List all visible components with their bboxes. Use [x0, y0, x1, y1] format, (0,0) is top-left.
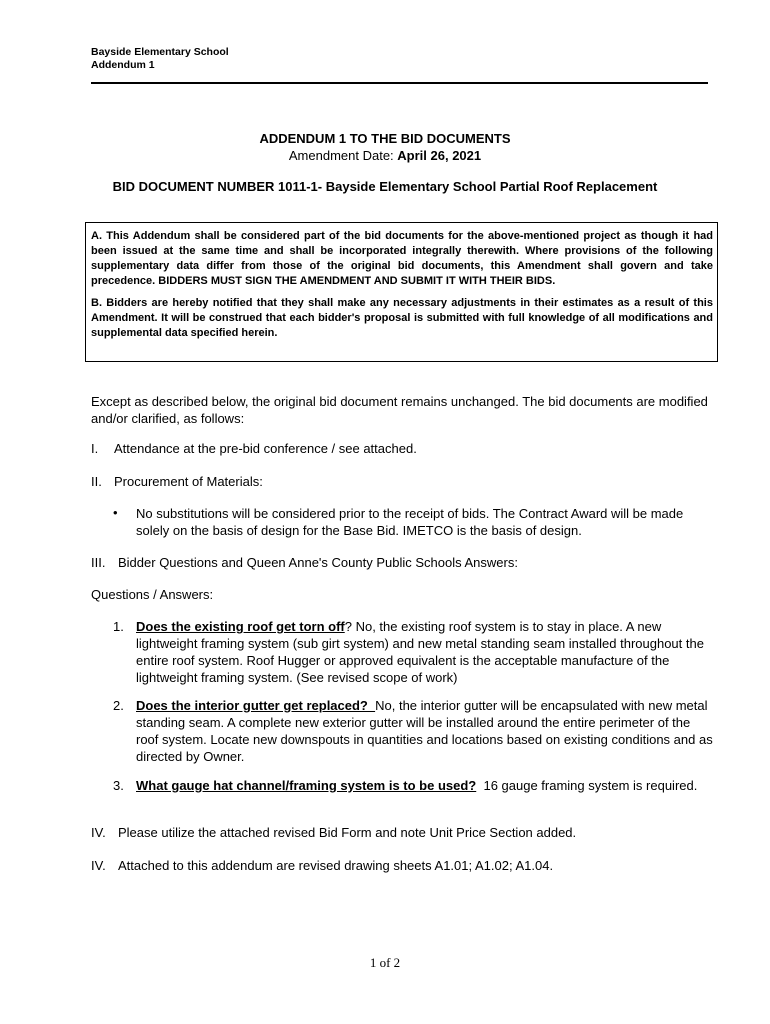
notice-para-b: B. Bidders are hereby notified that they shall make any necessary adjustments in their estimates as a result of this Amendment. It will be construed that each bidder's proposal is submitted with full knowledge of all modifications and supplemental data specified herein. [91, 297, 713, 339]
question-3-text: What gauge hat channel/framing system is to be used? [136, 778, 477, 793]
question-2-answer: No, the interior gutter will be encapsulated with new metal standing seam. A complete new exterior gutter will be installed around the entire perimeter of the roof system. Locate new downspouts in quantities and locations based on existing conditions and as directed by Owner. [136, 698, 713, 764]
item-ii-bullet-text: No substitutions will be considered prior to the receipt of bids. The Contract Award will be made solely on the basis of design for the Base Bid. IMETCO is the basis of design. [136, 506, 684, 538]
notice-box [85, 222, 718, 362]
amendment-label: Amendment Date: [288, 148, 398, 163]
question-3-content [136, 777, 716, 794]
question-2-text: Does the interior gutter get replaced? [136, 698, 376, 713]
question-1-answer: ? No, the existing roof system is to stay in place. A new lightweight framing system (sub girt system) and new metal standing seam installed throughout the entire roof system. Roof Hugger or approved equivalent is the acceptable manufacture of the lightweight framing system. (See revised scope of work) [136, 619, 704, 685]
amendment-date [0, 148, 770, 163]
item-i [91, 440, 711, 458]
item-ii-num: II. [91, 474, 102, 489]
bullet-icon: • [113, 505, 118, 520]
question-1-num: 1. [113, 619, 124, 634]
question-3-answer: 16 gauge framing system is required. [476, 778, 698, 793]
item-iv-b-text: Attached to this addendum are revised drawing sheets A1.01; A1.02; A1.04. [118, 858, 554, 873]
page-number: 1 of 2 [369, 955, 401, 970]
question-1 [113, 618, 713, 688]
item-iv-b [91, 857, 711, 875]
item-iv-b-num: IV. [91, 858, 106, 873]
question-2-content [136, 697, 716, 765]
intro-paragraph: Except as described below, the original bid document remains unchanged. The bid documents are modified and/or clarified, as follows: [91, 394, 708, 426]
item-iii-text: Bidder Questions and Queen Anne's County Public Schools Answers: [118, 555, 518, 570]
bid-document-number: BID DOCUMENT NUMBER 1011-1- Bayside Elementary School Partial Roof Replacement [112, 179, 658, 194]
header-addendum: Addendum 1 [91, 59, 155, 71]
item-ii [91, 473, 711, 491]
header-school: Bayside Elementary School [91, 46, 229, 58]
item-iv-a [91, 824, 711, 842]
question-3 [113, 777, 713, 813]
qa-label: Questions / Answers: [91, 587, 214, 602]
question-1-content [136, 618, 716, 686]
item-i-num: I. [91, 441, 99, 456]
question-2 [113, 697, 713, 767]
item-iv-a-num: IV. [91, 825, 106, 840]
header-rule [91, 82, 708, 84]
item-iii-num: III. [91, 555, 106, 570]
document-title: ADDENDUM 1 TO THE BID DOCUMENTS [259, 131, 511, 146]
item-ii-text: Procurement of Materials: [114, 474, 263, 489]
amendment-date-value: April 26, 2021 [397, 148, 482, 163]
notice-para-a: A. This Addendum shall be considered part of the bid documents for the above-mentioned project as though it had been issued at the same time and shall be incorporated integrally therewith. Where provisions of the following supplementary data differ from those of the original bid documents, this Amendment shall govern and take precedence. BIDDERS MUST SIGN THE AMENDMENT AND SUBMIT IT WITH THEIR BIDS. [91, 230, 713, 287]
question-3-num: 3. [113, 778, 124, 793]
item-i-text: Attendance at the pre-bid conference / see attached. [114, 441, 417, 456]
question-1-text: Does the existing roof get torn off [136, 619, 345, 634]
item-iv-a-text: Please utilize the attached revised Bid Form and note Unit Price Section added. [118, 825, 577, 840]
question-2-num: 2. [113, 698, 124, 713]
item-iii [91, 554, 711, 572]
